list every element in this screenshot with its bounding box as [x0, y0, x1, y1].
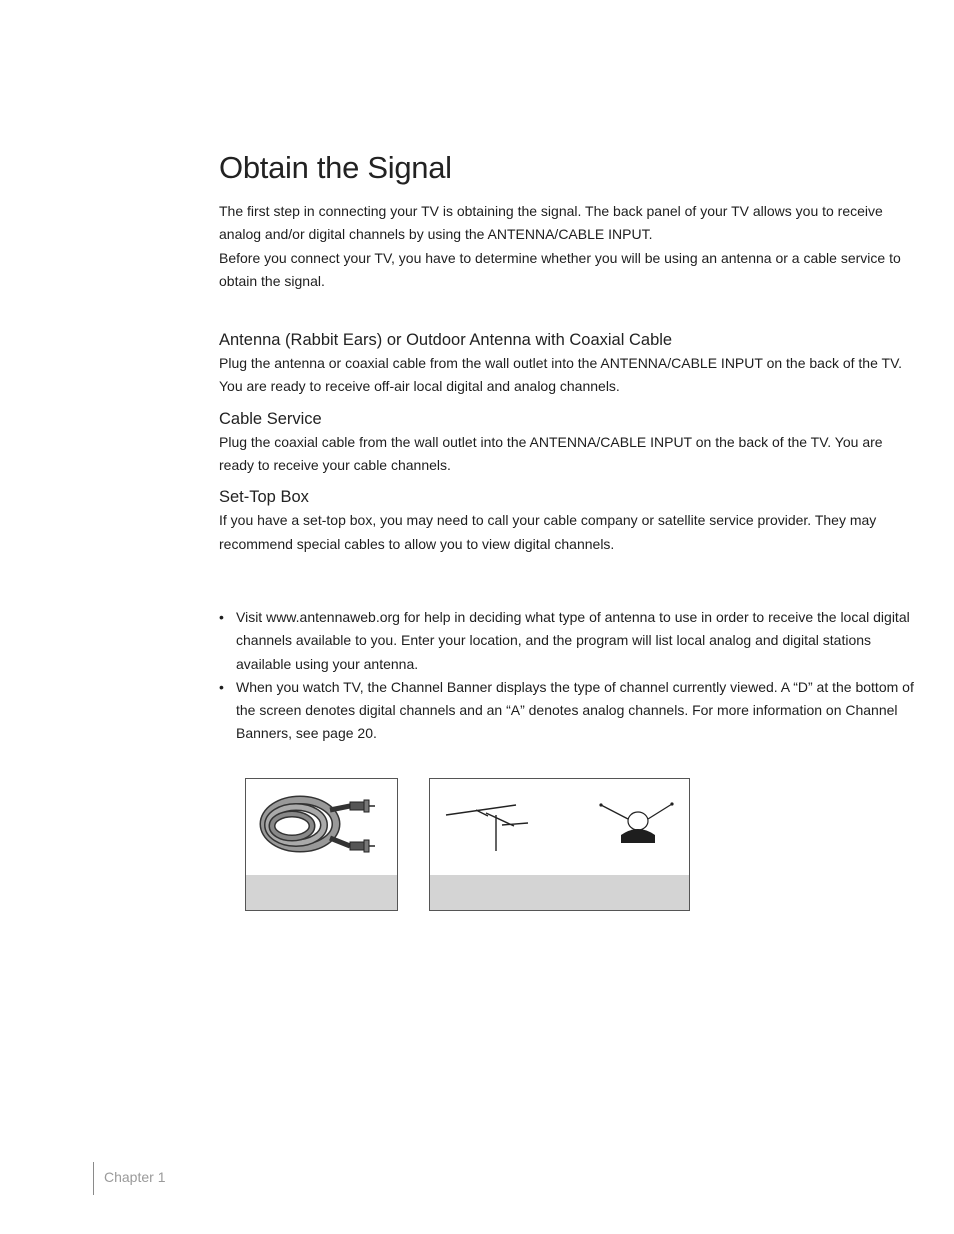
page-footer [93, 1162, 166, 1195]
bullet-icon: • [219, 678, 224, 695]
section-body: Plug the antenna or coaxial cable from the wall outlet into the ANTENNA/CABLE INPUT on the back of the TV. You are ready to receive off-air local digital and analog channels. [219, 355, 903, 395]
tip-text: Visit www.antennaweb.org for help in deciding what type of antenna to use in order to receive the local digital channels available to you. Enter your location, and the program will list local analog and digital stations available using your antenna. [236, 608, 910, 672]
antenna-figure [429, 778, 690, 911]
intro-paragraph-2: Before you connect your TV, you have to determine whether you will be using an antenna or a cable service to obtain the signal. [219, 249, 901, 289]
page-content [219, 150, 914, 762]
section-heading: Set-Top Box [219, 488, 309, 507]
bullet-icon: • [219, 608, 224, 625]
section-body: Plug the coaxial cable from the wall outlet into the ANTENNA/CABLE INPUT on the back of the TV. You are ready to receive your cable channels. [219, 433, 883, 474]
section-cable-service [219, 408, 914, 478]
antenna-icon [430, 779, 689, 875]
coaxial-cable-icon [246, 779, 397, 875]
coaxial-cable-figure [245, 778, 398, 911]
chapter-label: Chapter 1 [104, 1169, 166, 1185]
tip-text: When you watch TV, the Channel Banner displays the type of channel currently viewed. A “D” at the bottom of the screen denotes digital channels and an “A” denotes analog channels. For more information on Channel Banners, see page 20. [236, 678, 914, 742]
section-antenna [219, 329, 914, 399]
section-body: If you have a set-top box, you may need to call your cable company or satellite service provider. They may recommend special cables to allow you to view digital channels. [219, 512, 877, 552]
section-heading: Antenna (Rabbit Ears) or Outdoor Antenna with Coaxial Cable [219, 331, 673, 350]
tips-list [219, 606, 914, 746]
page-title: Obtain the Signal [219, 150, 452, 185]
figure-caption-bar [246, 875, 397, 910]
list-item [219, 606, 914, 676]
list-item [219, 676, 914, 746]
section-set-top-box [219, 486, 914, 556]
section-heading: Cable Service [219, 409, 322, 428]
figure-caption-bar [430, 875, 689, 910]
intro-paragraph-1: The first step in connecting your TV is obtaining the signal. The back panel of your TV allows you to receive analog and/or digital channels by using the ANTENNA/CABLE INPUT. [219, 203, 883, 243]
